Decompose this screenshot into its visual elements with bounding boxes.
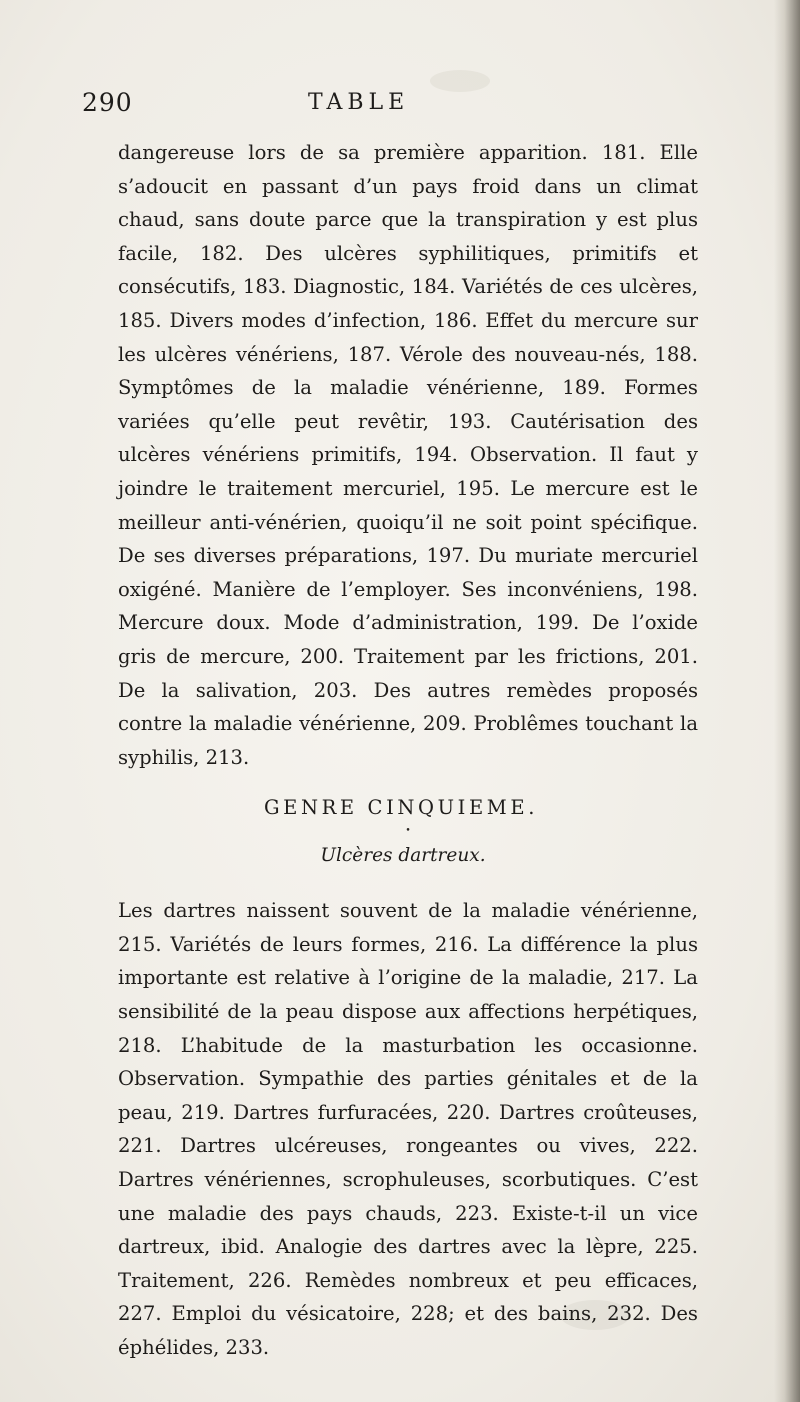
page-number: 290 <box>82 88 133 117</box>
section-subtitle: Ulcères dartreux. <box>320 845 486 867</box>
text-body <box>118 136 698 1365</box>
running-header <box>82 88 622 128</box>
ornament-dot-icon: • <box>405 826 411 837</box>
paragraph-continuation: dangereuse lors de sa première apparition. 181. Elle s’adoucit en passant d’un pays froid dans un climat chaud, sans doute parce que la transpiration y est plus facile, 182. Des ulcères syphilitiques, primitifs et consécutifs, 183. Diagnostic, 184. Variétés de ces ulcères, 185. Divers modes d’infection, 186. Effet du mercure sur les ulcères vénériens, 187. Vérole des nouveau-nés, 188. Symptômes de la maladie vénérienne, 189. Formes variées qu’elle peut revêtir, 193. Cautérisation des ulcères vénériens primitifs, 194. Observation. Il faut y joindre le traitement mercuriel, 195. Le mercure est le meilleur anti-vénérien, quoiqu’il ne soit point spécifique. De ses diverses préparations, 197. Du muriate mercuriel oxigéné. Manière de l’employer. Ses inconvéniens, 198. Mercure doux. Mode d’administration, 199. De l’oxide gris de mercure, 200. Traitement par les frictions, 201. De la salivation, 203. Des autres remèdes proposés contre la maladie vénérienne, 209. Problêmes touchant la syphilis, 213. <box>118 141 698 769</box>
section-heading: GENRE CINQUIEME. <box>263 796 539 820</box>
page-edge-shadow <box>774 0 800 1402</box>
header-title: TABLE <box>308 90 410 115</box>
paragraph-dartres: Les dartres naissent souvent de la maladie vénérienne, 215. Variétés de leurs formes, 216. La différence la plus importante est relative à l’origine de la maladie, 217. La sensibilité de la peau dispose aux affections herpétiques, 218. L’habitude de la masturbation les occasionne. Observation. Sympathie des parties génitales et de la peau, 219. Dartres furfuracées, 220. Dartres croûteuses, 221. Dartres ulcéreuses, rongeantes ou vives, 222. Dartres vénériennes, scrophuleuses, scorbutiques. C’est une maladie des pays chauds, 223. Existe-t-il un vice dartreux, ibid. Analogie des dartres avec la lèpre, 225. Traitement, 226. Remèdes nombreux et peu efficaces, 227. Emploi du vésicatoire, 228; et des bains, 232. Des éphélides, 233. <box>118 899 698 1359</box>
